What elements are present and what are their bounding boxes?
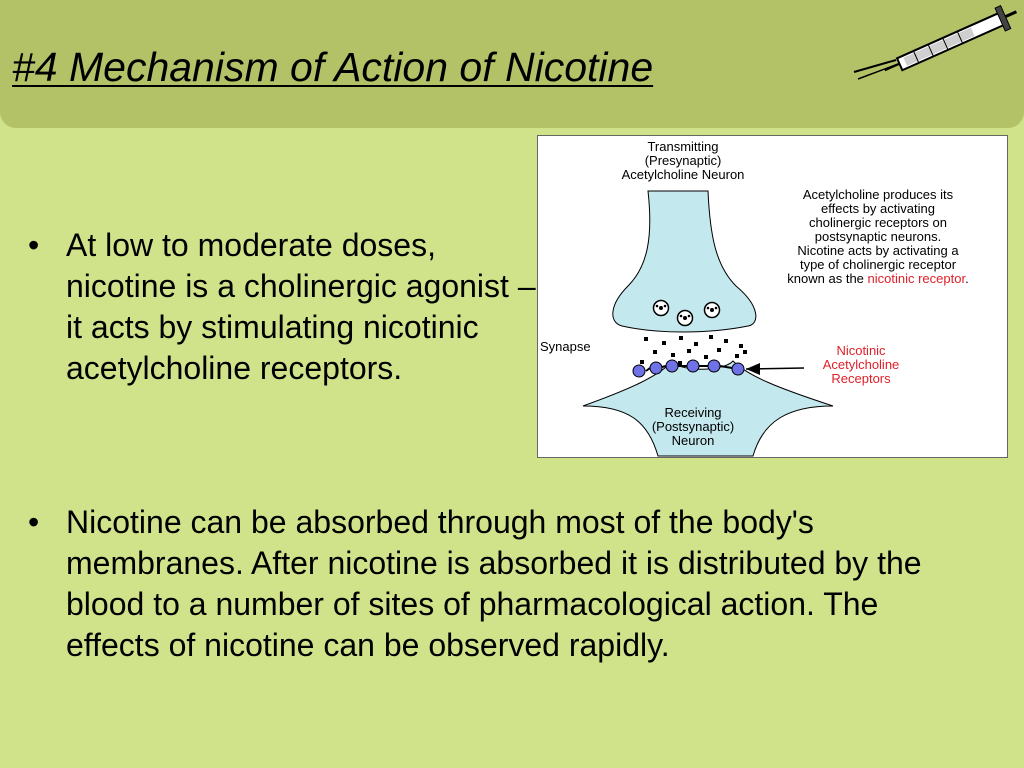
receptor-label: Nicotinic Acetylcholine Receptors [822,343,900,386]
slide-title: #4 Mechanism of Action of Nicotine [12,44,654,90]
bullet-1-text: At low to moderate doses, nicotine is a cholinergic agonist – it acts by stimulating nicotinic acetylcholine receptors. [66,227,536,386]
bullet-marker: • [28,504,40,540]
synapse-diagram [537,135,1008,458]
bullet-1 [28,225,538,445]
bullet-marker: • [28,227,40,263]
bullet-2 [28,502,948,722]
syringe-icon [848,0,1024,95]
presynaptic-label: Transmitting (Presynaptic) Acetylcholine Neuron [621,139,745,182]
nicotinic-receptor-highlight: nicotinic receptor [867,271,966,286]
mechanism-note: Acetylcholine produces its effects by activating cholinergic receptors on postsynaptic neurons. Nicotine acts by activating a type of cholinergic receptor known as the nicotinic receptor. [787,187,969,286]
postsynaptic-label: Receiving (Postsynaptic) Neuron [651,405,735,448]
synapse-label: Synapse [540,339,591,354]
bullet-2-text: Nicotine can be absorbed through most of the body's membranes. After nicotine is absorbed it is distributed by the blood to a number of sites of pharmacological action. The effects of nicotine can be observed rapidly. [66,504,922,663]
title-bar [0,0,1024,128]
